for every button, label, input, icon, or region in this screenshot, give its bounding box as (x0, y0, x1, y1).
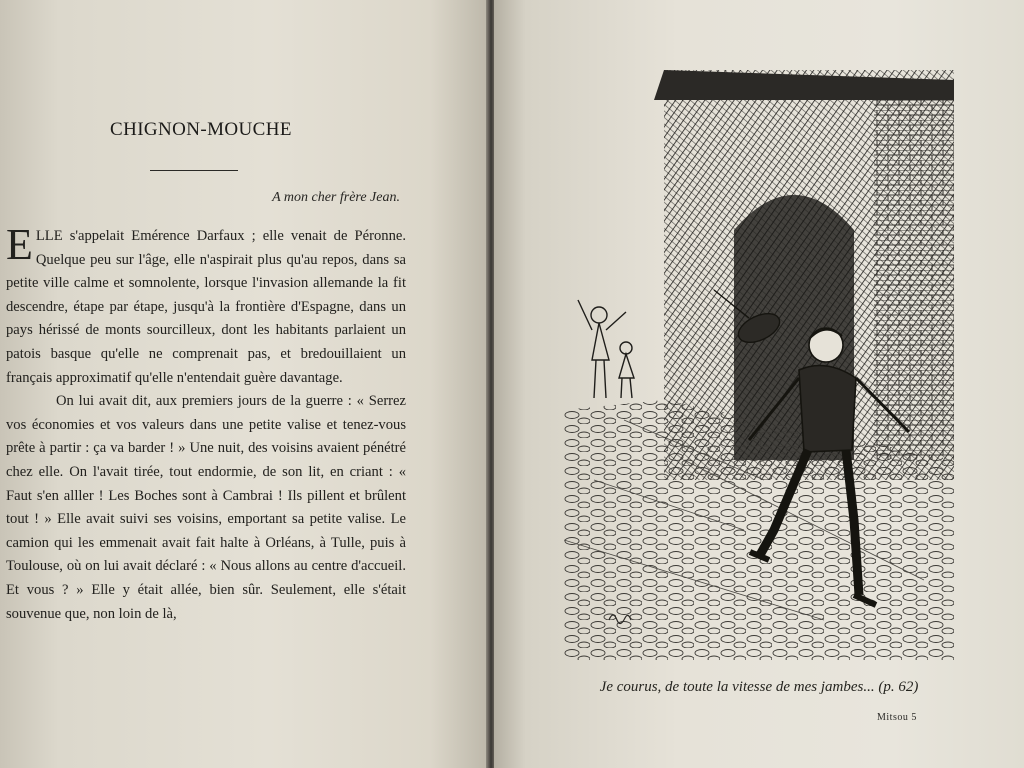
right-page (494, 0, 1024, 768)
page-folio: Mitsou 5 (877, 712, 917, 723)
paragraph-1-start: LLE s'appelait Emérence Darfaux ; elle venait de Péronne. (35, 228, 406, 244)
illustration (564, 60, 964, 670)
children-figures (578, 300, 634, 398)
drop-cap: E (6, 220, 33, 269)
illustration-caption: Je courus, de toute la vitesse de mes jambes... (p. 62) (599, 679, 919, 695)
body-text (6, 220, 406, 626)
left-page (0, 0, 488, 768)
paragraph-2: On lui avait dit, aux premiers jours de la guerre : « Serrez vos économies et vos valeurs dans une petite valise et tenez-vous prête à partir : ça va barder ! » Une nuit, des voisins avaient pénétré chez elle. On l'avait tirée, tout endormie, de son lit, en criant : « Faut s'en alller ! Les Boches sont à Cambrai ! Ils pillent et brûlent tout ! » Elle avait suivi ses voisins, emportant sa petite valise. Le camion qui les emmenait avait fait halte à Orléans, à Tulle, puis à Toulouse, où on lui avait déclaré : « Nous allons au centre d'accueil. Et vous ? » Elle y était allée, bien sûr. Seulement, elle s'était souvenue que, non loin de là, (6, 393, 406, 622)
paragraph-1-rest: Quelque peu sur l'âge, elle n'aspirait plus qu'au repos, dans sa petite ville calme et somnolente, lorsque l'invasion allemande la fit descendre, étape par étape, jusqu'à la frontière d'Espagne, dans un pays hérissé de monts sourcilleux, dont les habitants parlaient un patois basque qu'elle ne comprenait pas, et bredouillaient un français approximatif qu'elle n'entendait guère davantage. (6, 251, 406, 386)
dedication: A mon cher frère Jean. (272, 190, 400, 205)
title-rule (150, 170, 238, 171)
paragraph-1 (6, 220, 406, 390)
chapter-title: CHIGNON-MOUCHE (110, 119, 292, 140)
